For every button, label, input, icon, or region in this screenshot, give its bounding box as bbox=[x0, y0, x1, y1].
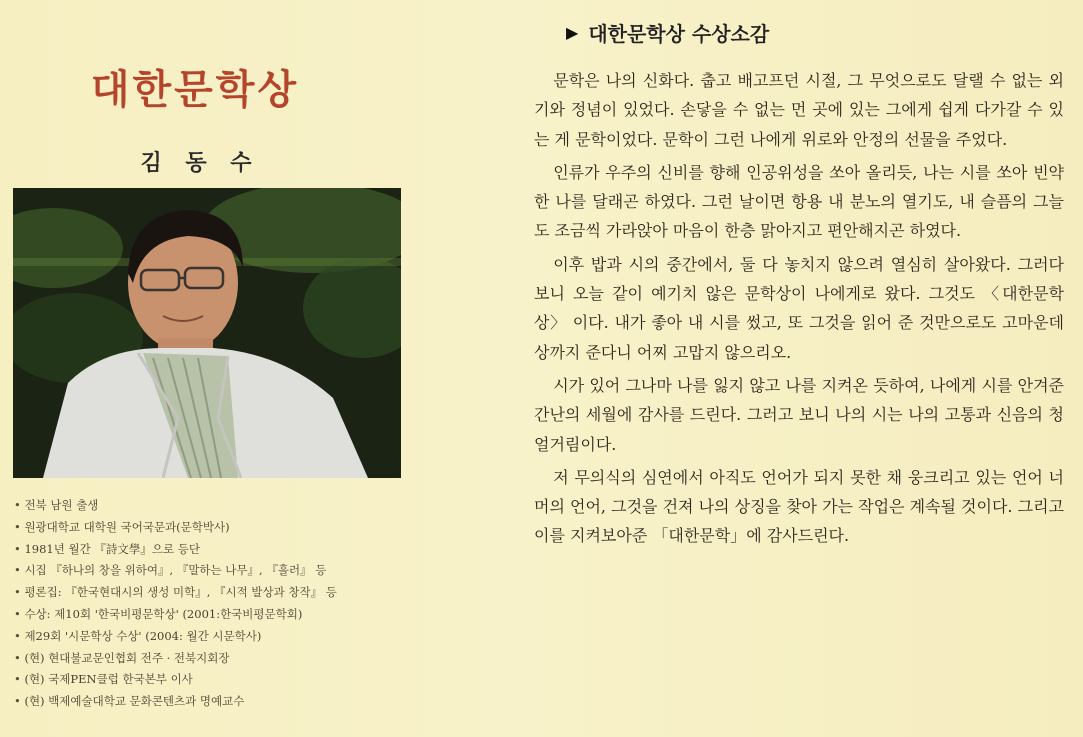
essay-heading-text: 대한문학상 수상소감 bbox=[588, 22, 770, 46]
author-photo bbox=[13, 188, 401, 478]
essay-body bbox=[534, 66, 1064, 555]
bio-item: • (현) 백제예술대학교 문화콘텐츠과 명예교수 bbox=[14, 691, 434, 713]
essay-paragraph: 인류가 우주의 신비를 향해 인공위성을 쏘아 올리듯, 나는 시를 쏘아 빈약한 나를 달래곤 하였다. 그런 날이면 항용 내 분노의 열기도, 내 슬픔의 그늘도 조금씩 가라앉아 마음이 한층 맑아지고 편안해지곤 하였다. bbox=[534, 162, 1064, 241]
essay-paragraph: 저 무의식의 심연에서 아직도 언어가 되지 못한 채 웅크리고 있는 언어 너머의 언어, 그것을 건져 나의 상징을 찾아 가는 작업은 계속될 것이다. 그리고 이를 지켜보아준 「대한문학」에 감사드린다. bbox=[534, 467, 1064, 546]
author-name: 김 동 수 bbox=[140, 151, 260, 176]
essay-paragraph: 이후 밥과 시의 중간에서, 둘 다 놓치지 않으려 열심히 살아왔다. 그러다 보니 오늘 같이 예기치 않은 문학상이 나에게로 왔다. 그것도 〈대한문학상〉 이다. 내가 좋아 내 시를 썼고, 또 그것을 읽어 준 것만으로도 고마운데 상까지 준다니 어찌 고맙지 않으리오. bbox=[534, 254, 1064, 362]
bio-item: • 시집 『하나의 창을 위하여』, 『말하는 나무』, 『흘러』 등 bbox=[14, 560, 434, 582]
bio-item: • 수상: 제10회 '한국비평문학상' (2001:한국비평문학회) bbox=[14, 604, 434, 626]
bio-item: • 원광대학교 대학원 국어국문과(문학박사) bbox=[14, 517, 434, 539]
essay-column bbox=[520, 0, 1065, 737]
profile-column bbox=[0, 0, 440, 737]
bio-item: • 제29회 '시문학상 수상' (2004: 월간 시문학사) bbox=[14, 626, 434, 648]
award-title: 대한문학상 bbox=[90, 67, 300, 113]
essay-paragraph: 문학은 나의 신화다. 춥고 배고프던 시절, 그 무엇으로도 달랠 수 없는 외기와 정념이 있었다. 손닿을 수 없는 먼 곳에 있는 그에게 쉽게 다가갈 수 있는 게 문학이었다. 문학이 그런 나에게 위로와 안정의 선물을 주었다. bbox=[534, 71, 1064, 149]
triangle-bullet-icon: ▶ bbox=[566, 23, 579, 42]
bio-item: • 평론집: 『한국현대시의 생성 미학』, 『시적 발상과 창작』 등 bbox=[14, 582, 434, 604]
bio-item: • (현) 현대불교문인협회 전주 · 전북지회장 bbox=[14, 648, 434, 670]
bio-item: • (현) 국제PEN클럽 한국본부 이사 bbox=[14, 669, 434, 691]
author-bio-list bbox=[14, 495, 434, 713]
bio-item: • 1981년 월간 『詩文學』으로 등단 bbox=[14, 539, 434, 561]
bio-item: • 전북 남원 출생 bbox=[14, 495, 434, 517]
essay-paragraph: 시가 있어 그나마 나를 잃지 않고 나를 지켜온 듯하여, 나에게 시를 안겨준 간난의 세월에 감사를 드린다. 그러고 보니 나의 시는 나의 고통과 신음의 청얼거림이다. bbox=[534, 375, 1064, 454]
essay-heading bbox=[566, 18, 769, 47]
